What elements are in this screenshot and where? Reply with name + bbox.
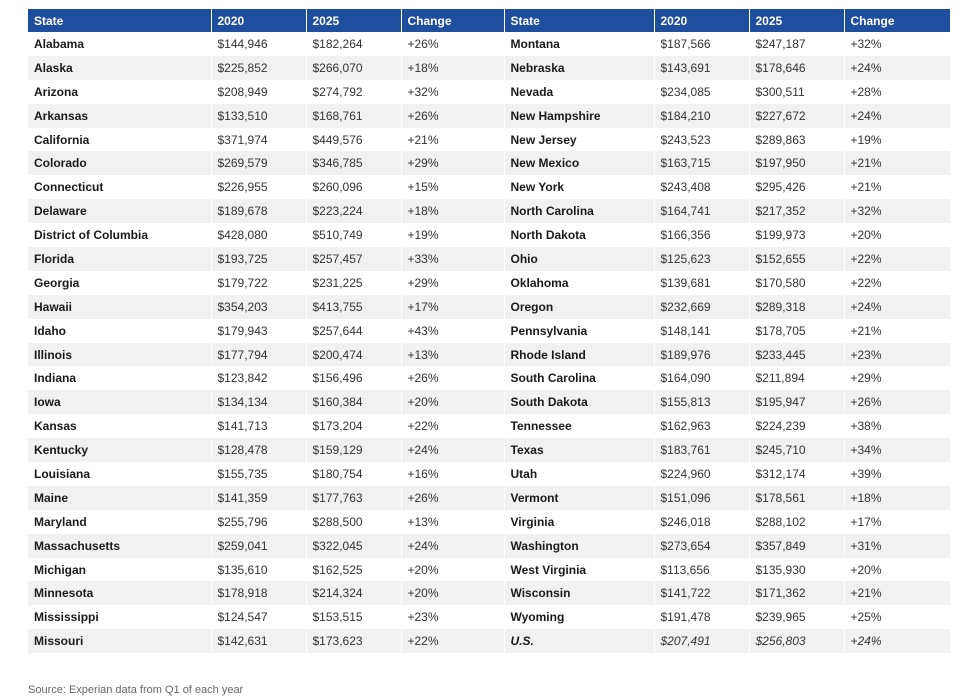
left-2025-cell: $257,457 [306, 247, 401, 271]
table-body [28, 32, 950, 653]
left-2020-cell: $371,974 [211, 128, 306, 152]
left-state-cell: Arizona [28, 80, 211, 104]
right-change-cell: +23% [844, 343, 950, 367]
right-state-cell: South Carolina [504, 366, 654, 390]
left-2025-cell: $257,644 [306, 319, 401, 343]
right-2025-cell: $247,187 [749, 32, 844, 56]
right-2025-cell: $171,362 [749, 581, 844, 605]
left-change-cell: +29% [401, 151, 504, 175]
left-change-cell: +26% [401, 486, 504, 510]
table-row [28, 295, 950, 319]
left-2020-cell: $225,852 [211, 56, 306, 80]
right-change-cell: +32% [844, 199, 950, 223]
left-state-cell: Michigan [28, 558, 211, 582]
table-row [28, 32, 950, 56]
right-2020-cell: $164,090 [654, 366, 749, 390]
left-2020-cell: $155,735 [211, 462, 306, 486]
table-row [28, 104, 950, 128]
left-2025-cell: $413,755 [306, 295, 401, 319]
right-state-cell: Virginia [504, 510, 654, 534]
right-2020-cell: $184,210 [654, 104, 749, 128]
table-row [28, 319, 950, 343]
left-state-cell: Minnesota [28, 581, 211, 605]
left-2025-cell: $200,474 [306, 343, 401, 367]
left-2025-cell: $160,384 [306, 390, 401, 414]
right-2020-cell: $183,761 [654, 438, 749, 462]
right-2020-cell: $243,408 [654, 175, 749, 199]
table-row [28, 128, 950, 152]
right-state-cell: Rhode Island [504, 343, 654, 367]
table-row [28, 605, 950, 629]
table-row [28, 175, 950, 199]
left-state-cell: Connecticut [28, 175, 211, 199]
right-state-cell: New York [504, 175, 654, 199]
left-change-cell: +26% [401, 104, 504, 128]
left-2025-cell: $266,070 [306, 56, 401, 80]
left-2025-cell: $177,763 [306, 486, 401, 510]
table-row [28, 486, 950, 510]
right-change-cell: +19% [844, 128, 950, 152]
right-state-cell: New Mexico [504, 151, 654, 175]
right-state-cell: Vermont [504, 486, 654, 510]
left-2020-cell: $179,943 [211, 319, 306, 343]
right-change-cell: +25% [844, 605, 950, 629]
right-2025-cell: $170,580 [749, 271, 844, 295]
table-row [28, 534, 950, 558]
left-2020-cell: $178,918 [211, 581, 306, 605]
header-state-left: State [28, 9, 211, 32]
left-state-cell: Iowa [28, 390, 211, 414]
left-2025-cell: $173,623 [306, 629, 401, 653]
table-row [28, 462, 950, 486]
right-change-cell: +28% [844, 80, 950, 104]
right-2020-cell: $125,623 [654, 247, 749, 271]
left-change-cell: +18% [401, 56, 504, 80]
left-change-cell: +19% [401, 223, 504, 247]
state-price-table [28, 9, 951, 653]
right-change-cell: +20% [844, 223, 950, 247]
left-2020-cell: $193,725 [211, 247, 306, 271]
left-2025-cell: $449,576 [306, 128, 401, 152]
left-state-cell: Missouri [28, 629, 211, 653]
right-2020-cell: $166,356 [654, 223, 749, 247]
left-2025-cell: $231,225 [306, 271, 401, 295]
right-2025-cell: $289,863 [749, 128, 844, 152]
left-2025-cell: $162,525 [306, 558, 401, 582]
right-change-cell: +32% [844, 32, 950, 56]
right-state-cell: North Dakota [504, 223, 654, 247]
right-2020-cell: $273,654 [654, 534, 749, 558]
right-state-cell: Nebraska [504, 56, 654, 80]
right-2025-cell: $300,511 [749, 80, 844, 104]
right-state-cell: South Dakota [504, 390, 654, 414]
header-change-right: Change [844, 9, 950, 32]
right-change-cell: +21% [844, 175, 950, 199]
right-2025-cell: $312,174 [749, 462, 844, 486]
table-row [28, 414, 950, 438]
left-2025-cell: $180,754 [306, 462, 401, 486]
left-2025-cell: $182,264 [306, 32, 401, 56]
table-row [28, 629, 950, 653]
right-change-cell: +24% [844, 104, 950, 128]
left-state-cell: District of Columbia [28, 223, 211, 247]
right-2020-cell: $148,141 [654, 319, 749, 343]
left-2020-cell: $128,478 [211, 438, 306, 462]
left-state-cell: Alabama [28, 32, 211, 56]
header-state-right: State [504, 9, 654, 32]
left-state-cell: Alaska [28, 56, 211, 80]
left-2020-cell: $123,842 [211, 366, 306, 390]
right-change-cell: +21% [844, 151, 950, 175]
right-2020-cell: $246,018 [654, 510, 749, 534]
left-2020-cell: $133,510 [211, 104, 306, 128]
right-change-cell: +21% [844, 319, 950, 343]
right-2020-cell: $243,523 [654, 128, 749, 152]
right-change-cell: +39% [844, 462, 950, 486]
left-change-cell: +18% [401, 199, 504, 223]
left-2025-cell: $288,500 [306, 510, 401, 534]
source-note: Source: Experian data from Q1 of each year [28, 684, 244, 696]
left-state-cell: Kentucky [28, 438, 211, 462]
left-state-cell: Mississippi [28, 605, 211, 629]
left-2020-cell: $428,080 [211, 223, 306, 247]
right-change-cell: +24% [844, 56, 950, 80]
right-2020-cell: $151,096 [654, 486, 749, 510]
header-2025-left: 2025 [306, 9, 401, 32]
left-change-cell: +13% [401, 510, 504, 534]
right-2025-cell: $178,561 [749, 486, 844, 510]
table-row [28, 80, 950, 104]
left-change-cell: +15% [401, 175, 504, 199]
left-state-cell: Massachusetts [28, 534, 211, 558]
left-state-cell: Indiana [28, 366, 211, 390]
left-state-cell: Arkansas [28, 104, 211, 128]
left-change-cell: +43% [401, 319, 504, 343]
left-2025-cell: $159,129 [306, 438, 401, 462]
left-state-cell: Florida [28, 247, 211, 271]
right-change-cell: +24% [844, 295, 950, 319]
left-change-cell: +23% [401, 605, 504, 629]
left-2025-cell: $153,515 [306, 605, 401, 629]
right-2020-cell: $164,741 [654, 199, 749, 223]
right-state-cell: North Carolina [504, 199, 654, 223]
left-2025-cell: $274,792 [306, 80, 401, 104]
right-2025-cell: $295,426 [749, 175, 844, 199]
left-2020-cell: $255,796 [211, 510, 306, 534]
left-change-cell: +17% [401, 295, 504, 319]
left-change-cell: +16% [401, 462, 504, 486]
right-2025-cell: $197,950 [749, 151, 844, 175]
right-state-cell: Utah [504, 462, 654, 486]
right-state-cell: Pennsylvania [504, 319, 654, 343]
left-2020-cell: $142,631 [211, 629, 306, 653]
header-change-left: Change [401, 9, 504, 32]
left-change-cell: +20% [401, 581, 504, 605]
table-row [28, 271, 950, 295]
table-header-row [28, 9, 950, 32]
table-row [28, 558, 950, 582]
left-2020-cell: $141,359 [211, 486, 306, 510]
right-2025-cell: $217,352 [749, 199, 844, 223]
table-row [28, 343, 950, 367]
right-2020-cell: $141,722 [654, 581, 749, 605]
right-2025-cell: $288,102 [749, 510, 844, 534]
left-change-cell: +22% [401, 629, 504, 653]
right-2020-cell: $163,715 [654, 151, 749, 175]
header-2025-right: 2025 [749, 9, 844, 32]
right-state-cell: Ohio [504, 247, 654, 271]
right-2025-cell: $199,973 [749, 223, 844, 247]
left-state-cell: California [28, 128, 211, 152]
right-change-cell: +38% [844, 414, 950, 438]
header-2020-right: 2020 [654, 9, 749, 32]
right-2025-cell: $357,849 [749, 534, 844, 558]
left-state-cell: Hawaii [28, 295, 211, 319]
table-row [28, 438, 950, 462]
left-2020-cell: $189,678 [211, 199, 306, 223]
left-change-cell: +32% [401, 80, 504, 104]
left-2025-cell: $156,496 [306, 366, 401, 390]
left-2020-cell: $269,579 [211, 151, 306, 175]
left-change-cell: +20% [401, 558, 504, 582]
right-2025-cell: $224,239 [749, 414, 844, 438]
left-change-cell: +29% [401, 271, 504, 295]
left-change-cell: +26% [401, 32, 504, 56]
left-2020-cell: $134,134 [211, 390, 306, 414]
left-change-cell: +26% [401, 366, 504, 390]
right-state-cell: New Jersey [504, 128, 654, 152]
left-2020-cell: $135,610 [211, 558, 306, 582]
right-change-cell: +17% [844, 510, 950, 534]
left-state-cell: Kansas [28, 414, 211, 438]
left-2025-cell: $223,224 [306, 199, 401, 223]
left-state-cell: Maine [28, 486, 211, 510]
left-change-cell: +33% [401, 247, 504, 271]
right-2025-cell: $245,710 [749, 438, 844, 462]
left-2025-cell: $322,045 [306, 534, 401, 558]
right-2025-cell: $256,803 [749, 629, 844, 653]
left-change-cell: +20% [401, 390, 504, 414]
left-2020-cell: $141,713 [211, 414, 306, 438]
left-2025-cell: $173,204 [306, 414, 401, 438]
table-row [28, 247, 950, 271]
right-2020-cell: $139,681 [654, 271, 749, 295]
right-2020-cell: $191,478 [654, 605, 749, 629]
left-2025-cell: $510,749 [306, 223, 401, 247]
right-state-cell: New Hampshire [504, 104, 654, 128]
left-2020-cell: $259,041 [211, 534, 306, 558]
left-state-cell: Illinois [28, 343, 211, 367]
right-2025-cell: $227,672 [749, 104, 844, 128]
right-state-cell: Wisconsin [504, 581, 654, 605]
right-2025-cell: $289,318 [749, 295, 844, 319]
table-row [28, 223, 950, 247]
right-state-cell: U.S. [504, 629, 654, 653]
right-2025-cell: $135,930 [749, 558, 844, 582]
right-state-cell: Oklahoma [504, 271, 654, 295]
table-row [28, 366, 950, 390]
right-2025-cell: $152,655 [749, 247, 844, 271]
right-state-cell: Oregon [504, 295, 654, 319]
right-change-cell: +26% [844, 390, 950, 414]
left-state-cell: Idaho [28, 319, 211, 343]
left-2025-cell: $214,324 [306, 581, 401, 605]
right-change-cell: +18% [844, 486, 950, 510]
right-2025-cell: $239,965 [749, 605, 844, 629]
right-state-cell: Montana [504, 32, 654, 56]
right-change-cell: +22% [844, 271, 950, 295]
right-change-cell: +20% [844, 558, 950, 582]
left-change-cell: +22% [401, 414, 504, 438]
right-change-cell: +24% [844, 629, 950, 653]
right-2025-cell: $178,705 [749, 319, 844, 343]
table-row [28, 56, 950, 80]
right-change-cell: +31% [844, 534, 950, 558]
right-2025-cell: $178,646 [749, 56, 844, 80]
left-change-cell: +24% [401, 438, 504, 462]
left-2020-cell: $354,203 [211, 295, 306, 319]
right-state-cell: Washington [504, 534, 654, 558]
right-2025-cell: $211,894 [749, 366, 844, 390]
right-2020-cell: $189,976 [654, 343, 749, 367]
right-2025-cell: $233,445 [749, 343, 844, 367]
right-change-cell: +29% [844, 366, 950, 390]
left-2025-cell: $346,785 [306, 151, 401, 175]
left-2025-cell: $168,761 [306, 104, 401, 128]
right-state-cell: Wyoming [504, 605, 654, 629]
left-2020-cell: $124,547 [211, 605, 306, 629]
right-2020-cell: $232,669 [654, 295, 749, 319]
left-2020-cell: $226,955 [211, 175, 306, 199]
left-2020-cell: $144,946 [211, 32, 306, 56]
left-change-cell: +24% [401, 534, 504, 558]
right-2020-cell: $207,491 [654, 629, 749, 653]
right-change-cell: +34% [844, 438, 950, 462]
right-2020-cell: $155,813 [654, 390, 749, 414]
table-row [28, 581, 950, 605]
left-change-cell: +21% [401, 128, 504, 152]
right-2020-cell: $234,085 [654, 80, 749, 104]
right-2020-cell: $187,566 [654, 32, 749, 56]
left-2020-cell: $208,949 [211, 80, 306, 104]
left-2025-cell: $260,096 [306, 175, 401, 199]
left-state-cell: Georgia [28, 271, 211, 295]
right-state-cell: West Virginia [504, 558, 654, 582]
right-change-cell: +21% [844, 581, 950, 605]
left-state-cell: Colorado [28, 151, 211, 175]
table-row [28, 510, 950, 534]
right-2025-cell: $195,947 [749, 390, 844, 414]
left-state-cell: Delaware [28, 199, 211, 223]
header-2020-left: 2020 [211, 9, 306, 32]
right-change-cell: +22% [844, 247, 950, 271]
left-state-cell: Louisiana [28, 462, 211, 486]
left-change-cell: +13% [401, 343, 504, 367]
table-row [28, 390, 950, 414]
right-2020-cell: $143,691 [654, 56, 749, 80]
left-2020-cell: $177,794 [211, 343, 306, 367]
right-2020-cell: $162,963 [654, 414, 749, 438]
right-2020-cell: $113,656 [654, 558, 749, 582]
left-2020-cell: $179,722 [211, 271, 306, 295]
left-state-cell: Maryland [28, 510, 211, 534]
table-row [28, 199, 950, 223]
right-state-cell: Tennessee [504, 414, 654, 438]
right-2020-cell: $224,960 [654, 462, 749, 486]
table-row [28, 151, 950, 175]
right-state-cell: Nevada [504, 80, 654, 104]
right-state-cell: Texas [504, 438, 654, 462]
